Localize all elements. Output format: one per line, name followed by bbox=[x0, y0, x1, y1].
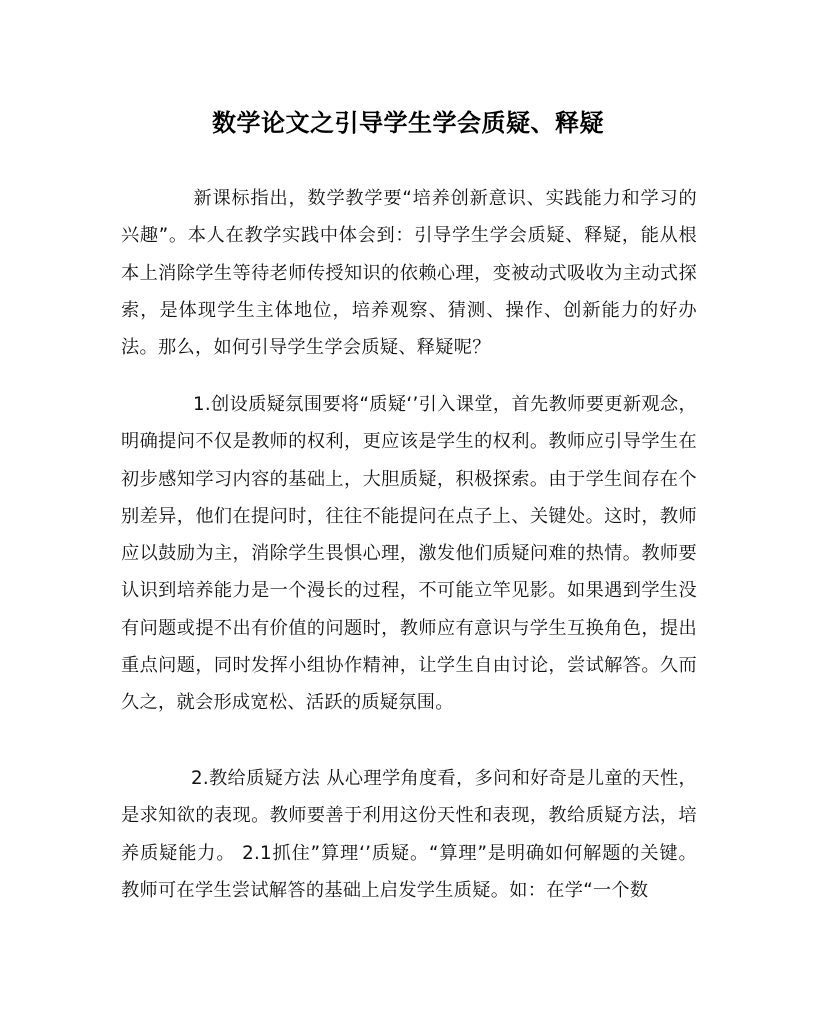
paragraph-text: 新课标指出，数学教学要“培养创新意识、实践能力和学习的兴趣”。本人在教学实践中体会到：引导学生学会质疑、释疑，能从根本上消除学生等待老师传授知识的依赖心理，变被动式吸收为主动式探索，是体现学生主体地位，培养观察、猜测、操作、创新能力的好办法。那么，如何引导学生学会质疑、释疑呢？ bbox=[121, 188, 697, 359]
paragraph-intro bbox=[121, 180, 697, 366]
paragraph-section-1 bbox=[121, 386, 697, 722]
paragraph-text: 1.创设质疑氛围要将“质疑‘’引入课堂，首先教师要更新观念，明确提问不仅是教师的权利，更应该是学生的权利。教师应引导学生在初步感知学习内容的基础上，大胆质疑，积极探索。由于学生间存在个别差异，他们在提问时，往往不能提问在点子上、关键处。这时，教师应以鼓励为主，消除学生畏惧心理，激发他们质疑问难的热情。教师要认识到培养能力是一个漫长的过程，不可能立竿见影。如果遇到学生没有问题或提不出有价值的问题时，教师应有意识与学生互换角色，提出重点问题，同时发挥小组协作精神，让学生自由讨论，尝试解答。久而久之，就会形成宽松、活跃的质疑氛围。 bbox=[121, 394, 697, 714]
document-title: 数学论文之引导学生学会质疑、释疑 bbox=[212, 108, 604, 137]
paragraph-text: 2.教给质疑方法 从心理学角度看，多问和好奇是儿童的天性，是求知欲的表现。教师要善于利用这份天性和表现，教给质疑方法，培养质疑能力。 2.1抓住”算理‘’质疑。“算理”是明确如何解题的关键。教师可在学生尝试解答的基础上启发学生质疑。如：在学“一个数 bbox=[121, 768, 697, 901]
paragraph-section-2 bbox=[121, 760, 697, 909]
